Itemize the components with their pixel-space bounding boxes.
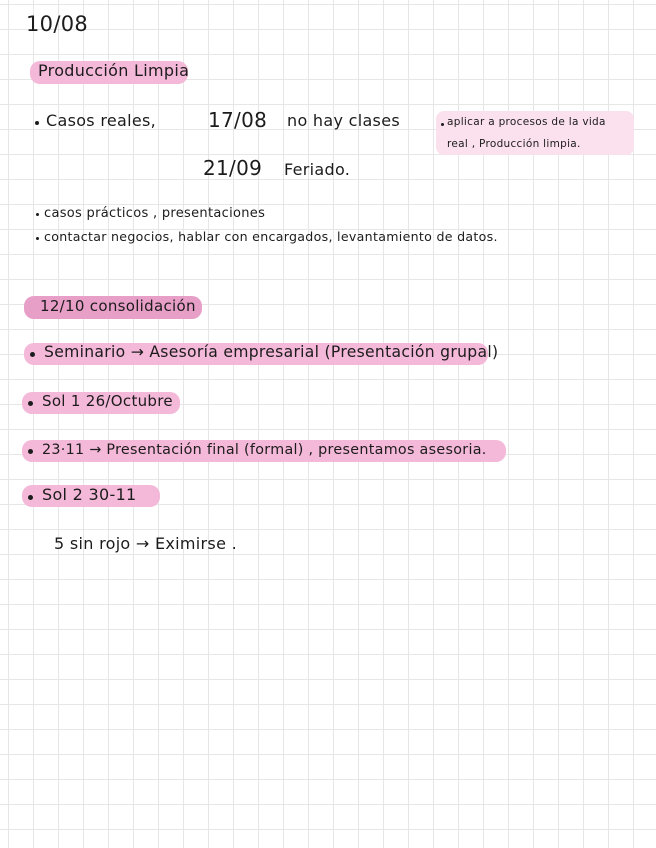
bullet-dot bbox=[35, 121, 39, 125]
side-note-dot bbox=[441, 123, 444, 126]
note-eximirse: 5 sin rojo → Eximirse . bbox=[54, 534, 237, 553]
item-sol-2: Sol 2 30-11 bbox=[42, 485, 137, 504]
note-feriado: Feriado. bbox=[284, 160, 351, 179]
note-no-hay-clases: no hay clases bbox=[287, 111, 400, 130]
bullet-dot bbox=[36, 213, 39, 216]
bullet-casos-reales: Casos reales, bbox=[46, 111, 157, 130]
item-presentacion-final: 23·11 → Presentación final (formal) , presentamos asesoria. bbox=[42, 442, 487, 458]
item-seminario: Seminario → Asesoría empresarial (Presentación grupal) bbox=[44, 343, 499, 361]
date-heading: 10/08 bbox=[26, 12, 89, 36]
side-note-line-2: real , Producción limpia. bbox=[447, 138, 581, 150]
side-note-line-1: aplicar a procesos de la vida bbox=[447, 116, 606, 128]
section-title-consolidacion: 12/10 consolidación bbox=[40, 297, 196, 315]
bullet-dot bbox=[36, 237, 39, 240]
bullet-contactar-negocios: contactar negocios, hablar con encargados, levantamiento de datos. bbox=[44, 229, 498, 244]
bullet-dot bbox=[28, 449, 33, 454]
date-21-09: 21/09 bbox=[203, 156, 263, 180]
bullet-dot bbox=[28, 495, 33, 500]
item-sol-1: Sol 1 26/Octubre bbox=[42, 392, 173, 410]
bullet-casos-practicos: casos prácticos , presentaciones bbox=[44, 206, 266, 221]
section-title-produccion: Producción Limpia bbox=[38, 61, 190, 80]
date-17-08: 17/08 bbox=[208, 108, 268, 132]
bullet-dot bbox=[28, 401, 33, 406]
bullet-dot bbox=[30, 352, 35, 357]
